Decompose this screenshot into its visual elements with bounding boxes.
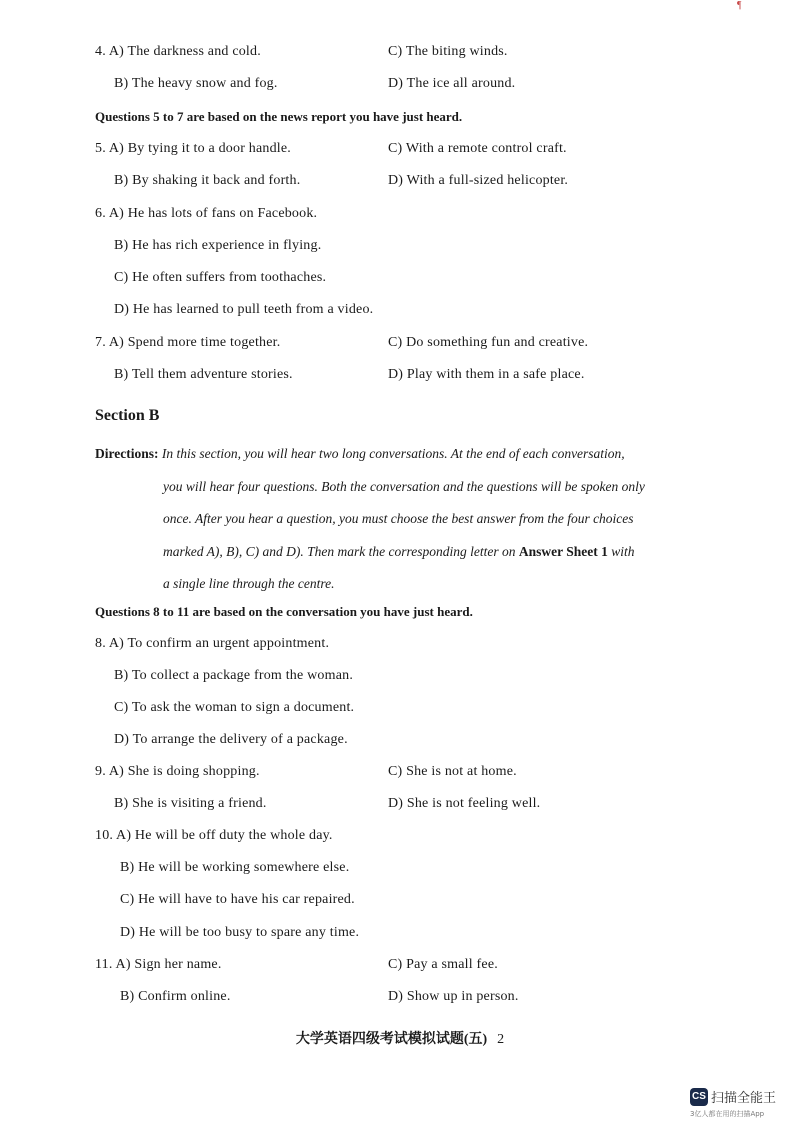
q8-option-c: C) To ask the woman to sign a document. (114, 700, 355, 715)
page-footer (0, 1028, 800, 1048)
q10-option-b: B) He will be working somewhere else. (120, 860, 350, 875)
q5-option-b: B) By shaking it back and forth. (114, 173, 301, 188)
corner-mark: ¶ (737, 0, 742, 11)
q7-option-b: B) Tell them adventure stories. (114, 367, 293, 382)
q6-option-b: B) He has rich experience in flying. (114, 238, 322, 253)
page-number: 2 (497, 1032, 505, 1047)
q10-option-d: D) He will be too busy to spare any time. (120, 925, 360, 940)
q7-option-d: D) Play with them in a safe place. (388, 367, 585, 382)
q7-option-a: 7. A) Spend more time together. (95, 335, 281, 350)
section-b-title: Section B (95, 407, 160, 424)
directions-line-4 (95, 536, 715, 569)
q5-option-c: C) With a remote control craft. (388, 141, 567, 156)
directions-line-3: once. After you hear a question, you must choose the best answer from the four choices (163, 511, 634, 526)
answer-sheet-reference: Answer Sheet 1 (518, 543, 608, 559)
q9-option-d: D) She is not feeling well. (388, 796, 541, 811)
directions-line-4-end: with (607, 543, 635, 559)
q11-option-a: 11. A) Sign her name. (95, 957, 222, 972)
directions-label: Directions: (95, 446, 159, 461)
questions-5-7-heading: Questions 5 to 7 are based on the news report you have just heard. (95, 109, 463, 124)
q5-option-d: D) With a full-sized helicopter. (388, 173, 569, 188)
q5-option-a: 5. A) By tying it to a door handle. (95, 141, 291, 156)
exam-title: 大学英语四级考试模拟试题(五) (295, 1032, 488, 1047)
q6-option-c: C) He often suffers from toothaches. (114, 270, 327, 285)
q4-option-c: C) The biting winds. (388, 44, 508, 59)
questions-8-11-heading: Questions 8 to 11 are based on the conversation you have just heard. (95, 604, 473, 619)
directions-line-1: In this section, you will hear two long conversations. At the end of each conversation, (161, 446, 625, 461)
directions-line-5: a single line through the centre. (163, 576, 335, 591)
q8-option-d: D) To arrange the delivery of a package. (114, 732, 348, 747)
q9-option-a: 9. A) She is doing shopping. (95, 764, 260, 779)
q11-option-b: B) Confirm online. (120, 989, 231, 1004)
scanner-tagline: 3亿人都在用的扫描App (690, 1110, 765, 1118)
q7-option-c: C) Do something fun and creative. (388, 335, 589, 350)
q11-option-d: D) Show up in person. (388, 989, 519, 1004)
directions-line-4-text: marked A), B), C) and D). Then mark the corresponding letter on (163, 543, 519, 559)
q10-option-a: 10. A) He will be off duty the whole day. (95, 828, 333, 843)
q10-option-c: C) He will have to have his car repaired. (120, 892, 355, 907)
q11-option-c: C) Pay a small fee. (388, 957, 498, 972)
directions-block (95, 438, 715, 601)
scanner-app-name: 扫描全能王 (711, 1091, 777, 1106)
q9-option-b: B) She is visiting a friend. (114, 796, 267, 811)
q9-option-c: C) She is not at home. (388, 764, 517, 779)
q6-option-d: D) He has learned to pull teeth from a video. (114, 302, 374, 317)
scanner-watermark (690, 1087, 790, 1119)
q4-option-d: D) The ice all around. (388, 76, 516, 91)
q6-option-a: 6. A) He has lots of fans on Facebook. (95, 206, 318, 221)
directions-line-2: you will hear four questions. Both the conversation and the questions will be spoken only (163, 478, 645, 494)
camscanner-logo-icon: CS (690, 1088, 708, 1106)
q8-option-a: 8. A) To confirm an urgent appointment. (95, 636, 330, 651)
q8-option-b: B) To collect a package from the woman. (114, 668, 354, 683)
q4-option-a: 4. A) The darkness and cold. (95, 44, 261, 59)
q4-option-b: B) The heavy snow and fog. (114, 76, 278, 91)
